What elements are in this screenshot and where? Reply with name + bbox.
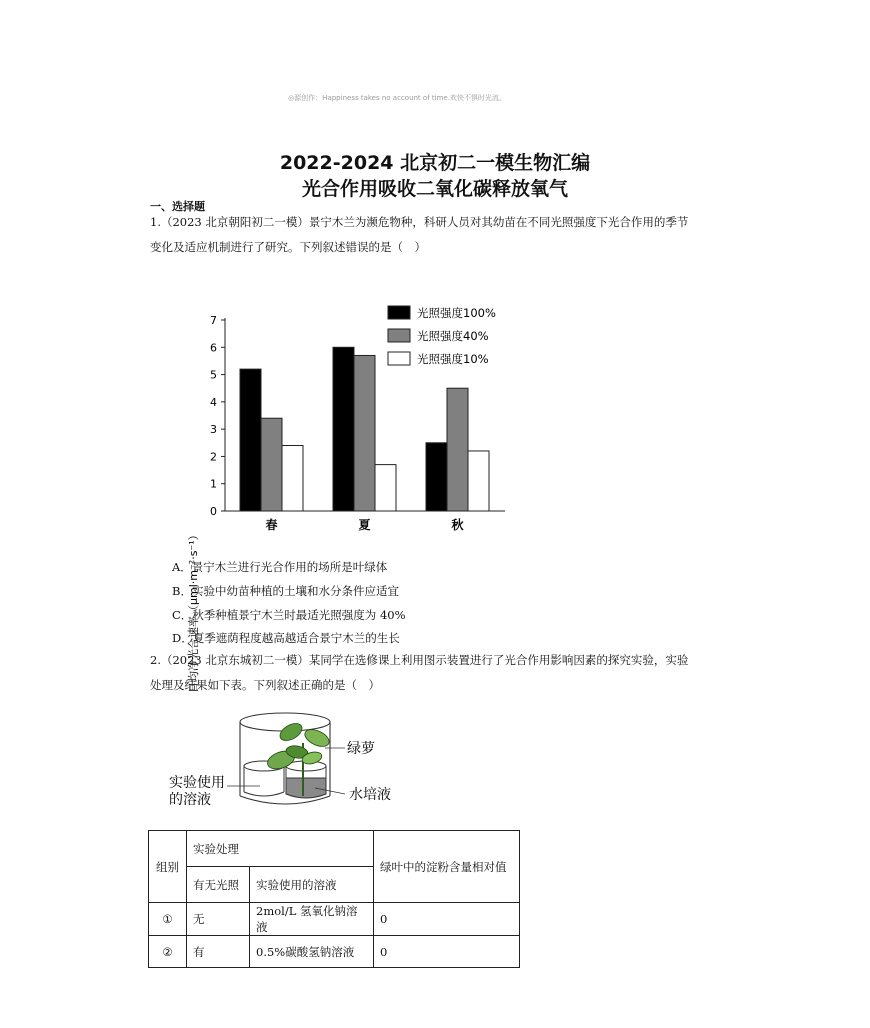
legend-swatch	[388, 352, 410, 365]
bar	[468, 451, 489, 511]
header-solution: 实验使用的溶液	[250, 867, 374, 903]
question-2-line2: 处理及结果如下表。下列叙述正确的是（ ）	[150, 678, 380, 692]
bar	[282, 446, 303, 511]
experiment-apparatus-figure	[165, 708, 425, 812]
beaker-right	[286, 761, 326, 798]
watermark: ◎源创作：Happiness takes no account of time.欢快不惧时光流。	[288, 94, 506, 102]
legend-swatch	[388, 329, 410, 342]
cell-starch: 0	[374, 936, 520, 968]
y-tick-label: 1	[210, 477, 217, 491]
y-tick-label: 4	[210, 395, 217, 409]
y-tick-label: 3	[210, 423, 217, 437]
y-tick-label: 7	[210, 314, 217, 327]
document-title-line1: 2022-2024 北京初二一模生物汇编	[279, 152, 591, 174]
results-table	[148, 830, 520, 968]
legend-label: 光照强度10%	[417, 352, 489, 366]
cell-light: 无	[187, 903, 250, 936]
question-2-line1: 2.（2023 北京东城初二一模）某同学在选修课上利用图示装置进行了光合作用影响因素的探究实验，实验	[150, 653, 689, 667]
x-tick-label: 夏	[358, 518, 371, 532]
bar	[261, 418, 282, 511]
cell-starch: 0	[374, 903, 520, 936]
bar	[375, 465, 396, 511]
option-c: C．秋季种植景宁木兰时最适光照强度为 40%	[172, 608, 406, 622]
y-tick-label: 0	[210, 505, 217, 518]
chart-legend	[388, 306, 496, 366]
header-light: 有无光照	[187, 867, 250, 903]
option-b: B．实验中幼苗种植的土壤和水分条件应适宜	[172, 584, 399, 598]
y-tick-label: 6	[210, 341, 217, 355]
table-row	[149, 936, 520, 968]
cell-solution: 2mol/L 氢氧化钠溶液	[250, 903, 374, 936]
question-1-line2: 变化及适应机制进行了研究。下列叙述错误的是（ ）	[150, 240, 426, 254]
label-solution-line1: 实验使用	[169, 775, 225, 791]
x-tick-label: 秋	[451, 518, 464, 532]
legend-swatch	[388, 306, 410, 319]
section-heading: 一、选择题	[150, 200, 205, 213]
bar	[240, 369, 261, 511]
bar	[354, 355, 375, 511]
label-solution-line2: 的溶液	[169, 792, 211, 808]
bar	[447, 388, 468, 511]
label-plant: 绿萝	[347, 741, 375, 757]
header-starch: 绿叶中的淀粉含量相对值	[374, 831, 520, 903]
cell-solution: 0.5%碳酸氢钠溶液	[250, 936, 374, 968]
y-tick-label: 5	[210, 368, 217, 382]
y-tick-label: 2	[210, 450, 217, 464]
cell-group: ②	[149, 936, 187, 968]
option-d: D．夏季遮荫程度越高越适合景宁木兰的生长	[172, 631, 400, 645]
table-row	[149, 903, 520, 936]
x-tick-label: 春	[265, 518, 278, 532]
legend-label: 光照强度40%	[417, 329, 489, 343]
question-1-line1: 1.（2023 北京朝阳初二一模）景宁木兰为濒危物种，科研人员对其幼苗在不同光照强度下光合作用的季节	[150, 215, 689, 229]
y-axis-label: 日均净光合速率（μml·m⁻²·s⁻¹）	[187, 529, 200, 693]
option-a: A．景宁木兰进行光合作用的场所是叶绿体	[172, 560, 388, 574]
cell-group: ①	[149, 903, 187, 936]
chart-bars	[240, 347, 489, 511]
cell-light: 有	[187, 936, 250, 968]
bar	[426, 443, 447, 511]
document-title-line2: 光合作用吸收二氧化碳释放氧气	[301, 178, 568, 200]
header-group: 组别	[149, 831, 187, 903]
header-treatment: 实验处理	[187, 831, 374, 867]
bar	[333, 347, 354, 511]
legend-label: 光照强度100%	[417, 306, 496, 320]
label-culture: 水培液	[349, 787, 391, 803]
